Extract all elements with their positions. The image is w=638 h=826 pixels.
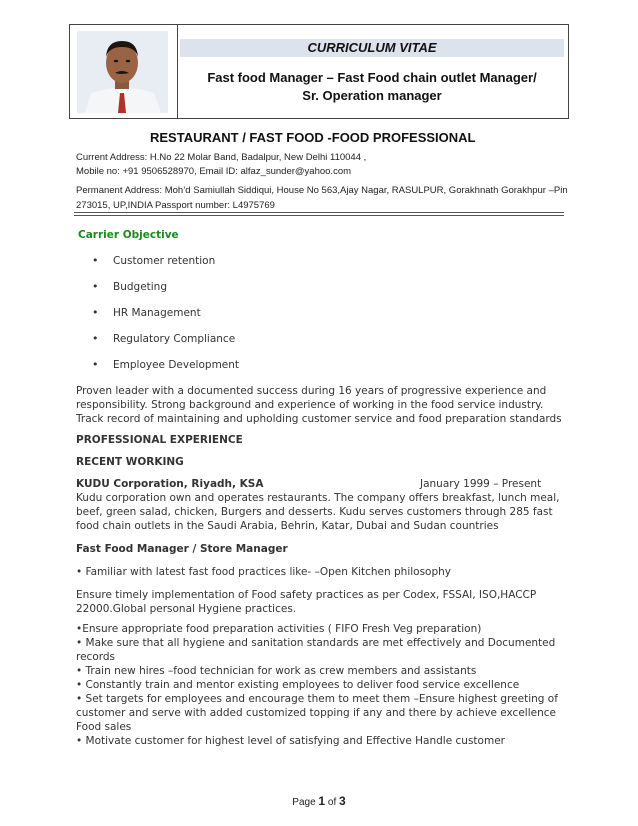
- objective-item: Budgeting: [113, 281, 168, 293]
- duty-line: • Constantly train and mentor existing employees to deliver food service excellence: [76, 679, 520, 691]
- current-address: Current Address: H.No 22 Molar Band, Badalpur, New Delhi 110044 ,: [76, 152, 367, 163]
- summary-line: Track record of maintaining and upholding customer service and food preparation standards: [76, 413, 562, 425]
- job-company: KUDU Corporation, Riyadh, KSA: [76, 478, 264, 490]
- duty-line: records: [76, 651, 116, 663]
- page-number: 1: [318, 794, 326, 808]
- of-word: of: [327, 797, 337, 808]
- job-description-line: beef, green salad, chicken, Burgers and desserts. Kudu serves customers through 285 fast: [76, 506, 553, 518]
- safety-line: 22000.Global personal Hygiene practices.: [76, 603, 297, 615]
- bullet-icon: •: [92, 332, 99, 345]
- photo-cell: [70, 25, 178, 118]
- job-dates: January 1999 – Present: [420, 478, 542, 490]
- objective-item: Customer retention: [113, 255, 216, 267]
- bullet-icon: •: [92, 306, 99, 319]
- duty-line: • Train new hires –food technician for work as crew members and assistants: [76, 665, 477, 677]
- duty-line: • Motivate customer for highest level of satisfying and Effective Handle customer: [76, 735, 505, 747]
- duty-line: Food sales: [76, 721, 132, 733]
- duty-line: • Make sure that all hygiene and sanitation standards are met effectively and Documented: [76, 637, 556, 649]
- objective-item: Regulatory Compliance: [113, 333, 236, 345]
- objective-item: Employee Development: [113, 359, 240, 371]
- divider-rule: [74, 212, 564, 213]
- duty-line: •Ensure appropriate food preparation activities ( FIFO Fresh Veg preparation): [76, 623, 482, 635]
- summary-line: Proven leader with a documented success during 16 years of progressive experience and: [76, 385, 547, 397]
- permanent-address-line-2: 273015, UP,INDIA Passport number: L4975769: [76, 200, 275, 211]
- familiar-line: • Familiar with latest fast food practices like- –Open Kitchen philosophy: [76, 566, 452, 578]
- headline: RESTAURANT / FAST FOOD -FOOD PROFESSIONAL: [150, 130, 476, 145]
- bullet-icon: •: [92, 280, 99, 293]
- job-title: Fast Food Manager / Store Manager: [76, 543, 288, 555]
- page-word: Page: [292, 797, 316, 808]
- duty-line: customer and serve with added customized topping if any and there by achieve excellence: [76, 707, 556, 719]
- summary-line: responsibility. Strong background and experience of working in the food service industry.: [76, 399, 544, 411]
- profile-photo: [77, 31, 168, 113]
- role-line-2: Sr. Operation manager: [302, 88, 442, 103]
- safety-line: Ensure timely implementation of Food safety practices as per Codex, FSSAI, ISO,HACCP: [76, 589, 537, 601]
- divider-rule-2: [74, 215, 564, 216]
- page-total: 3: [339, 794, 346, 808]
- section-professional-experience: PROFESSIONAL EXPERIENCE: [76, 434, 243, 446]
- role-line-1: Fast food Manager – Fast Food chain outlet Manager/: [207, 70, 537, 85]
- objective-title: Carrier Objective: [78, 229, 179, 241]
- cv-title-band: CURRICULUM VITAE: [180, 39, 564, 57]
- bullet-icon: •: [92, 254, 99, 267]
- mobile-email: Mobile no: +91 9506528970, Email ID: alfaz_sunder@yahoo.com: [76, 166, 352, 177]
- bullet-icon: •: [92, 358, 99, 371]
- duty-line: • Set targets for employees and encourage them to meet them –Ensure highest greeting of: [76, 693, 558, 705]
- objective-item: HR Management: [113, 307, 201, 319]
- job-description-line: food chain outlets in the Saudi Arabia, Behrin, Katar, Dubai and Sudan countries: [76, 520, 499, 532]
- job-description-line: Kudu corporation own and operates restaurants. The company offers breakfast, lunch meal,: [76, 492, 560, 504]
- section-recent-working: RECENT WORKING: [76, 456, 184, 468]
- page-footer: [0, 794, 638, 808]
- permanent-address-line-1: Permanent Address: Moh’d Samiullah Siddiqui, House No 563,Ajay Nagar, RASULPUR, Gorakhnath Gorakhpur –Pin: [76, 185, 568, 196]
